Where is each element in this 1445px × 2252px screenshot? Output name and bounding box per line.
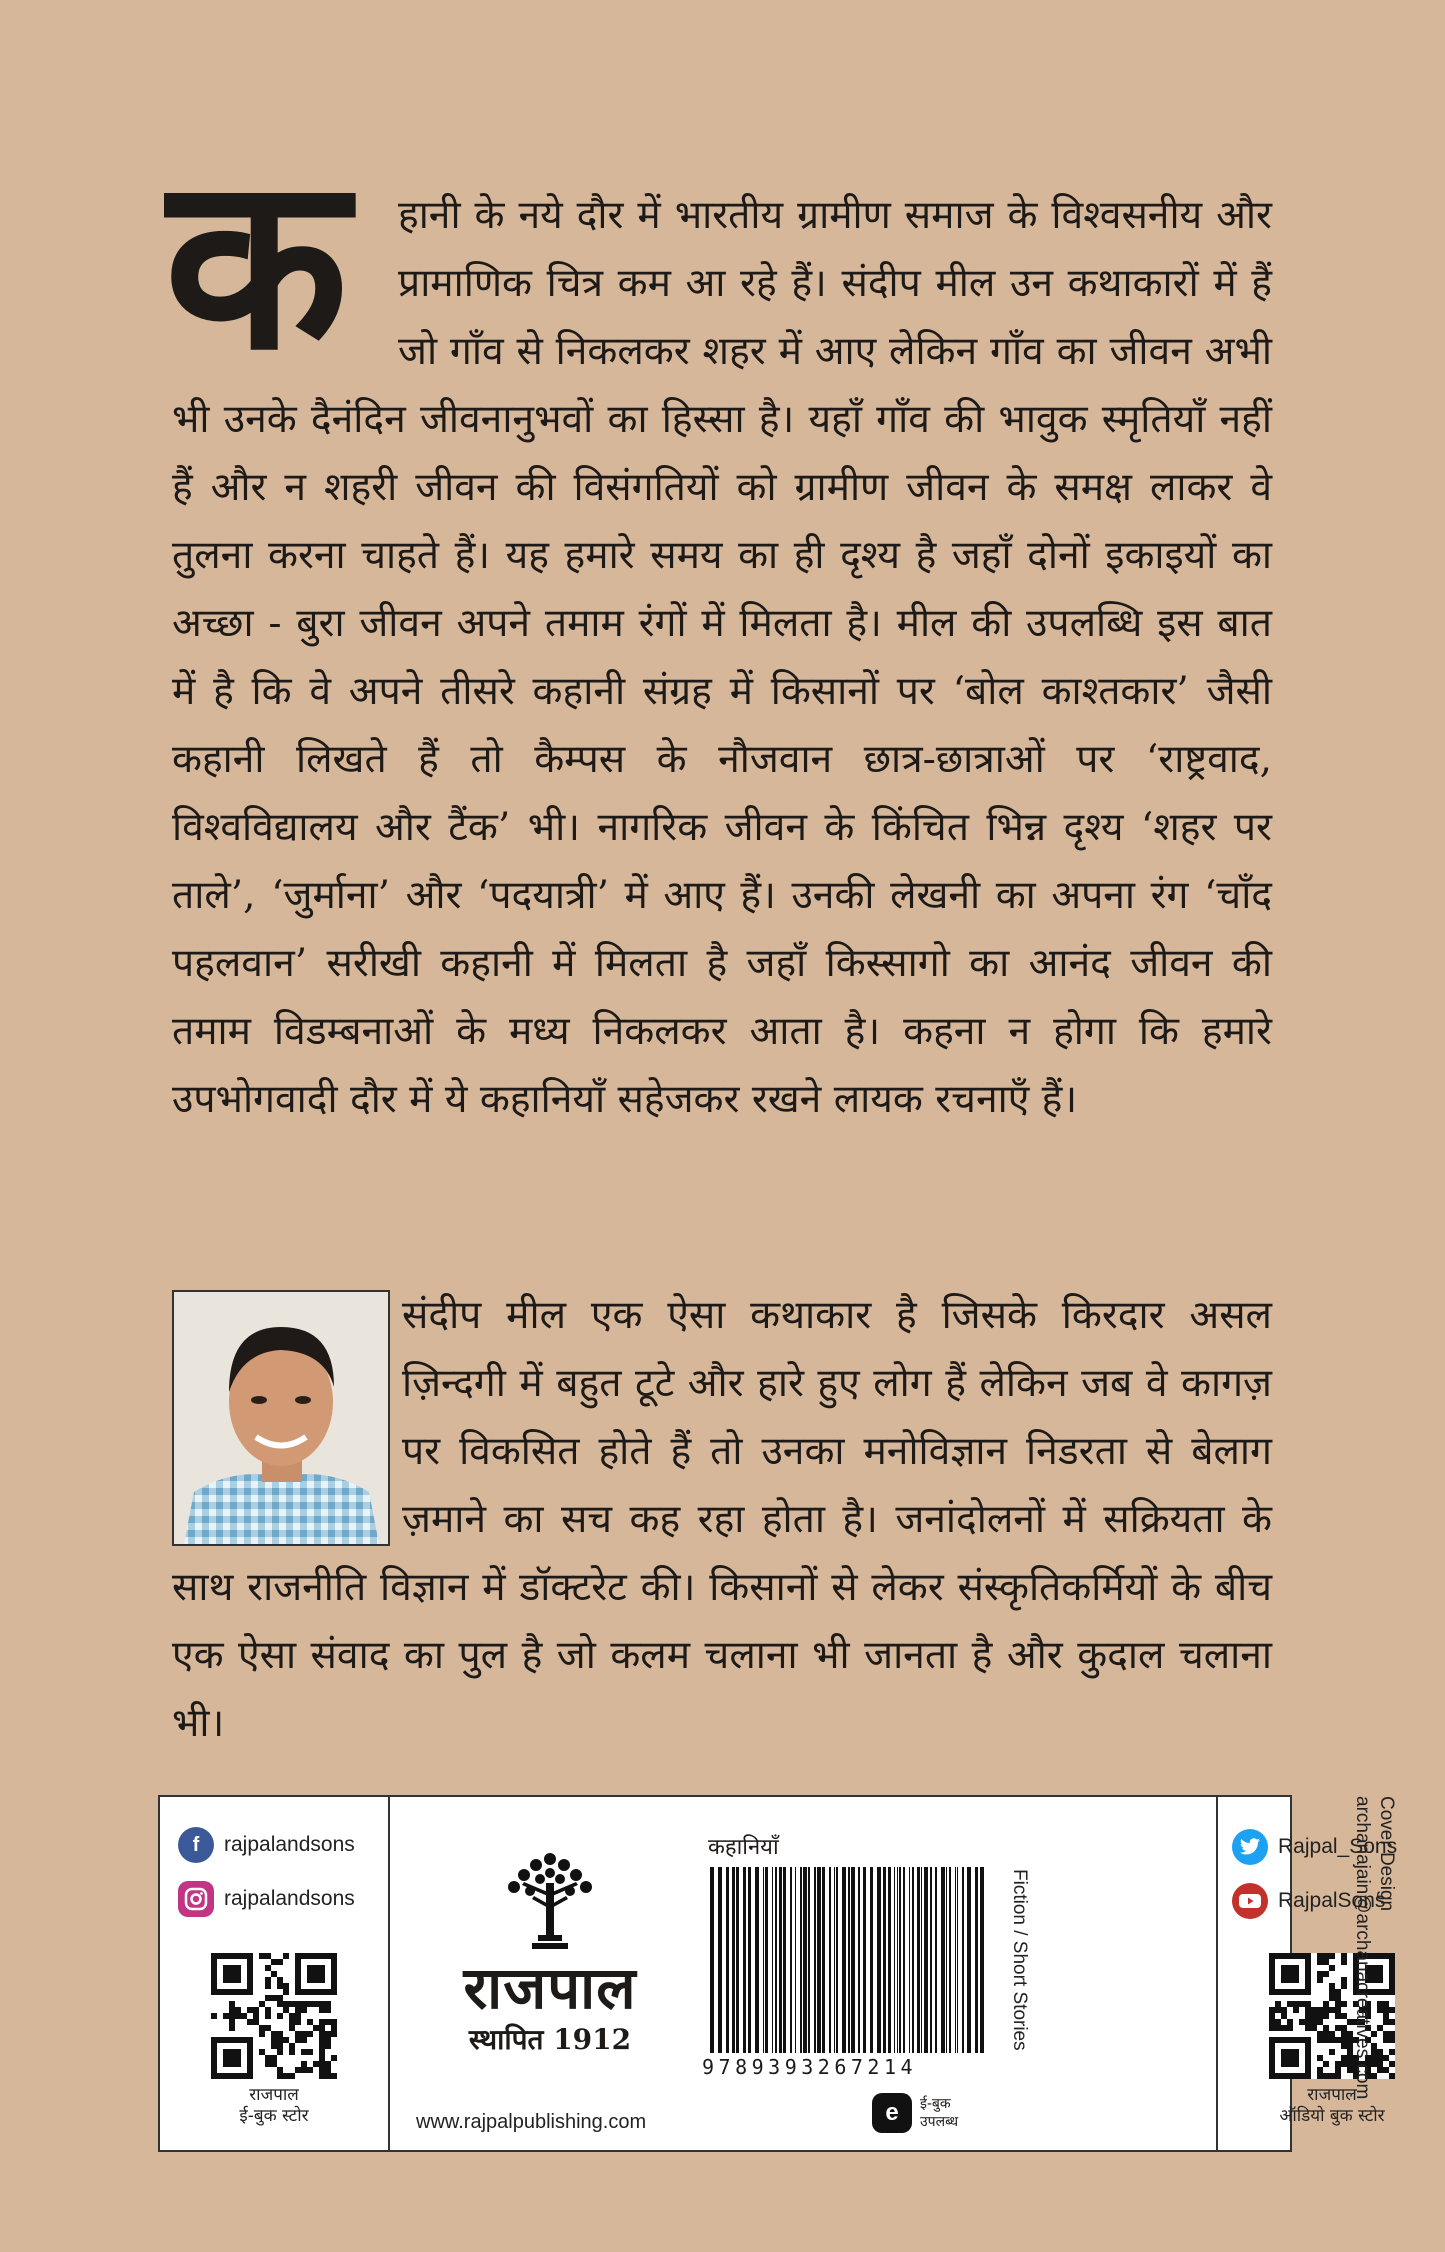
ebook-store-caption-line1: राजपाल xyxy=(249,2085,299,2105)
publisher-middle-column xyxy=(390,1797,1216,2150)
blurb-paragraph xyxy=(164,182,1272,1134)
ebook-store-caption-line2: ई-बुक स्टोर xyxy=(239,2106,309,2126)
ebook-available-line1: ई-बुक xyxy=(920,2096,951,2112)
ebook-available-line2: उपलब्ध xyxy=(920,2114,959,2130)
publisher-website[interactable]: www.rajpalpublishing.com xyxy=(416,2111,647,2133)
social-left-column xyxy=(160,1797,390,2150)
audio-store-caption-line1: राजपाल xyxy=(1307,2085,1357,2105)
author-bio-text: संदीप मील एक ऐसा कथाकार है जिसके किरदार असल ज़िन्दगी में बहुत टूटे और हारे हुए लोग हैं लेकिन जब वे कागज़ पर विकसित होते हैं तो उनका मनोविज्ञान निडरता से बेलाग ज़माने का सच कह रहा होता है। जनांदोलनों में सक्रियता के साथ राजनीति विज्ञान में डॉक्टरेट की। किसानों से लेकर संस्कृतिकर्मियों के बीच एक ऐसा संवाद का पुल है जो कलम चलाना भी जानता है और कुदाल चलाना भी। xyxy=(172,1293,1272,1746)
ebook-available-text xyxy=(920,2095,958,2131)
isbn-number: 9789393267214 xyxy=(702,2055,918,2079)
youtube-handle: RajpalSons xyxy=(1278,1889,1386,1912)
isbn-barcode xyxy=(708,1867,988,2053)
category-label: Fiction / Short Stories xyxy=(1009,1869,1030,2051)
ebook-store-qr-code[interactable] xyxy=(211,1953,337,2079)
established-year: स्थापित 1912 xyxy=(468,2023,632,2056)
author-photo xyxy=(172,1290,390,1546)
cover-credit-line2: archanajain@archanacreatives.com xyxy=(1352,1796,1373,2100)
audio-store-caption-line2: ऑडियो बुक स्टोर xyxy=(1279,2106,1385,2126)
publisher-tree-logo xyxy=(500,1849,600,1959)
instagram-icon xyxy=(178,1881,214,1917)
genre-label: कहानियाँ xyxy=(708,1835,779,1860)
dropcap-letter: क xyxy=(164,182,349,386)
youtube-icon xyxy=(1232,1883,1268,1919)
publisher-name: राजपाल xyxy=(463,1954,637,2022)
facebook-link[interactable] xyxy=(178,1827,355,1863)
instagram-link[interactable] xyxy=(178,1881,355,1917)
author-bio-paragraph xyxy=(172,1282,1272,1758)
social-right-column xyxy=(1216,1797,1445,2150)
twitter-handle: Rajpal_Sons xyxy=(1278,1835,1398,1858)
ebook-icon: e xyxy=(872,2093,912,2133)
instagram-handle: rajpalandsons xyxy=(224,1887,355,1910)
blurb-text: हानी के नये दौर में भारतीय ग्रामीण समाज के विश्वसनीय और प्रामाणिक चित्र कम आ रहे हैं। संदीप मील उन कथाकारों में हैं जो गाँव से निकलकर शहर में आए लेकिन गाँव का जीवन अभी भी उनके दैनंदिन जीवनानुभवों का हिस्सा है। यहाँ गाँव की भावुक स्मृतियाँ नहीं हैं और न शहरी जीवन की विसंगतियों को ग्रामीण जीवन के समक्ष लाकर वे तुलना करना चाहते हैं। यह हमारे समय का ही दृश्य है जहाँ दोनों इकाइयों का अच्छा - बुरा जीवन अपने तमाम रंगों में मिलता है। मील की उपलब्धि इस बात में है कि वे अपने तीसरे कहानी संग्रह में किसानों पर ‘बोल काश्तकार’ जैसी कहानी लिखते हैं तो कैम्पस के नौजवान छात्र-छात्राओं पर ‘राष्ट्रवाद, विश्वविद्यालय और टैंक’ भी। नागरिक जीवन के किंचित भिन्न दृश्य ‘शहर पर ताले’, ‘जुर्माना’ और ‘पदयात्री’ में आए हैं। उनकी लेखनी का अपना रंग ‘चाँद पहलवान’ सरीखी कहानी में मिलता है जहाँ किस्सागो का आनंद जीवन की तमाम विडम्बनाओं के मध्य निकलकर आता है। कहना न होगा कि हमारे उपभोगवादी दौर में ये कहानियाँ सहेजकर रखने लायक रचनाएँ हैं। xyxy=(172,193,1272,1122)
audio-store-caption xyxy=(1218,2085,1445,2127)
cover-credit xyxy=(1350,1796,1398,2099)
cover-credit-line1: Cover Design xyxy=(1376,1796,1397,1912)
ebook-store-caption xyxy=(160,2085,388,2127)
facebook-icon: f xyxy=(178,1827,214,1863)
ebook-available-badge xyxy=(872,2093,958,2133)
facebook-handle: rajpalandsons xyxy=(224,1833,355,1856)
twitter-icon xyxy=(1232,1829,1268,1865)
